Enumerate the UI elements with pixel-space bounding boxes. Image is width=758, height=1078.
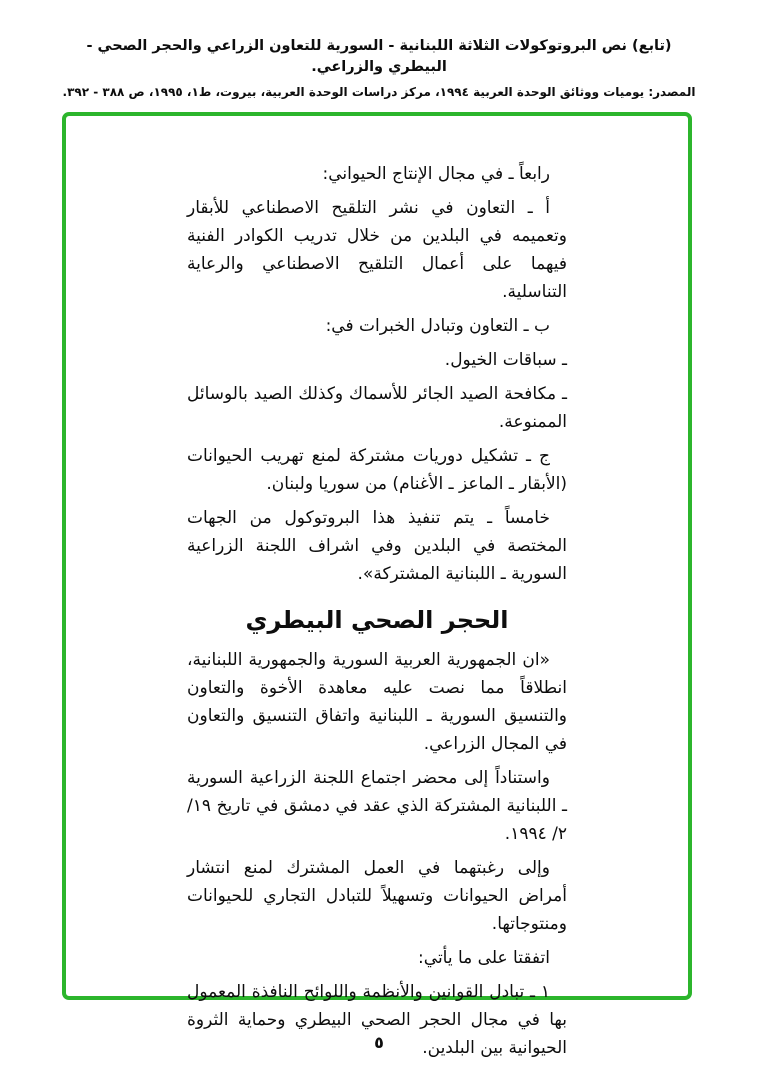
- paragraph: ب ـ التعاون وتبادل الخبرات في:: [325, 316, 550, 336]
- list-item: ـ مكافحة الصيد الجائر للأسماك وكذلك الصيد بالوسائل الممنوعة.: [187, 384, 567, 432]
- section-heading: الحجر الصحي البيطري: [245, 606, 509, 634]
- page-header: [0, 0, 758, 99]
- paragraph: أ ـ التعاون في نشر التلقيح الاصطناعي للأبقار وتعميمه في البلدين من خلال تدريب الكوادر الفنية فيهما على أعمال التلقيح الاصطناعي والرعاية التناسلية.: [187, 198, 567, 302]
- paragraph: «ان الجمهورية العربية السورية والجمهورية اللبنانية، انطلاقاً مما نصت عليه معاهدة الأخوة والتعاون والتنسيق السورية ـ اللبنانية واتفاق التنسيق والتعاون في المجال الزراعي.: [187, 650, 567, 754]
- paragraph: خامساً ـ يتم تنفيذ هذا البروتوكول من الجهات المختصة في البلدين وفي اشراف اللجنة الزراعية السورية ـ اللبنانية المشتركة».: [187, 508, 567, 584]
- list-item: ـ سباقات الخيول.: [444, 350, 567, 370]
- paragraph: ١ ـ تبادل القوانين والأنظمة واللوائح النافذة المعمول بها في مجال الحجر الصحي البيطري وحماية الثروة الحيوانية بين البلدين.: [187, 982, 567, 1058]
- document-body: [187, 116, 567, 1062]
- page-title: (تابع) نص البروتوكولات الثلاثة اللبنانية - السورية للتعاون الزراعي والحجر الصحي - البيطري والزراعي.: [86, 38, 672, 76]
- page-number: ٥: [374, 1033, 384, 1052]
- paragraph: ج ـ تشكيل دوريات مشتركة لمنع تهريب الحيوانات (الأبقار ـ الماعز ـ الأغنام) من سوريا ولبنان.: [187, 446, 567, 494]
- paragraph: رابعاً ـ في مجال الإنتاج الحيواني:: [322, 164, 550, 184]
- paragraph: واستناداً إلى محضر اجتماع اللجنة الزراعية السورية ـ اللبنانية المشتركة الذي عقد في دمشق في تاريخ ١٩/ ٢/ ١٩٩٤.: [187, 768, 567, 844]
- source-line: المصدر: يوميات ووثائق الوحدة العربية ١٩٩٤، مركز دراسات الوحدة العربية، بيروت، ط١، ١٩٩٥، ص ٣٨٨ - ٣٩٢.: [62, 85, 696, 100]
- paragraph: وإلى رغبتهما في العمل المشترك لمنع انتشار أمراض الحيوانات وتسهيلاً للتبادل التجاري للحيوانات ومنتوجاتها.: [187, 858, 567, 934]
- paragraph: اتفقتا على ما يأتي:: [418, 948, 550, 968]
- green-border-frame: [62, 112, 692, 1058]
